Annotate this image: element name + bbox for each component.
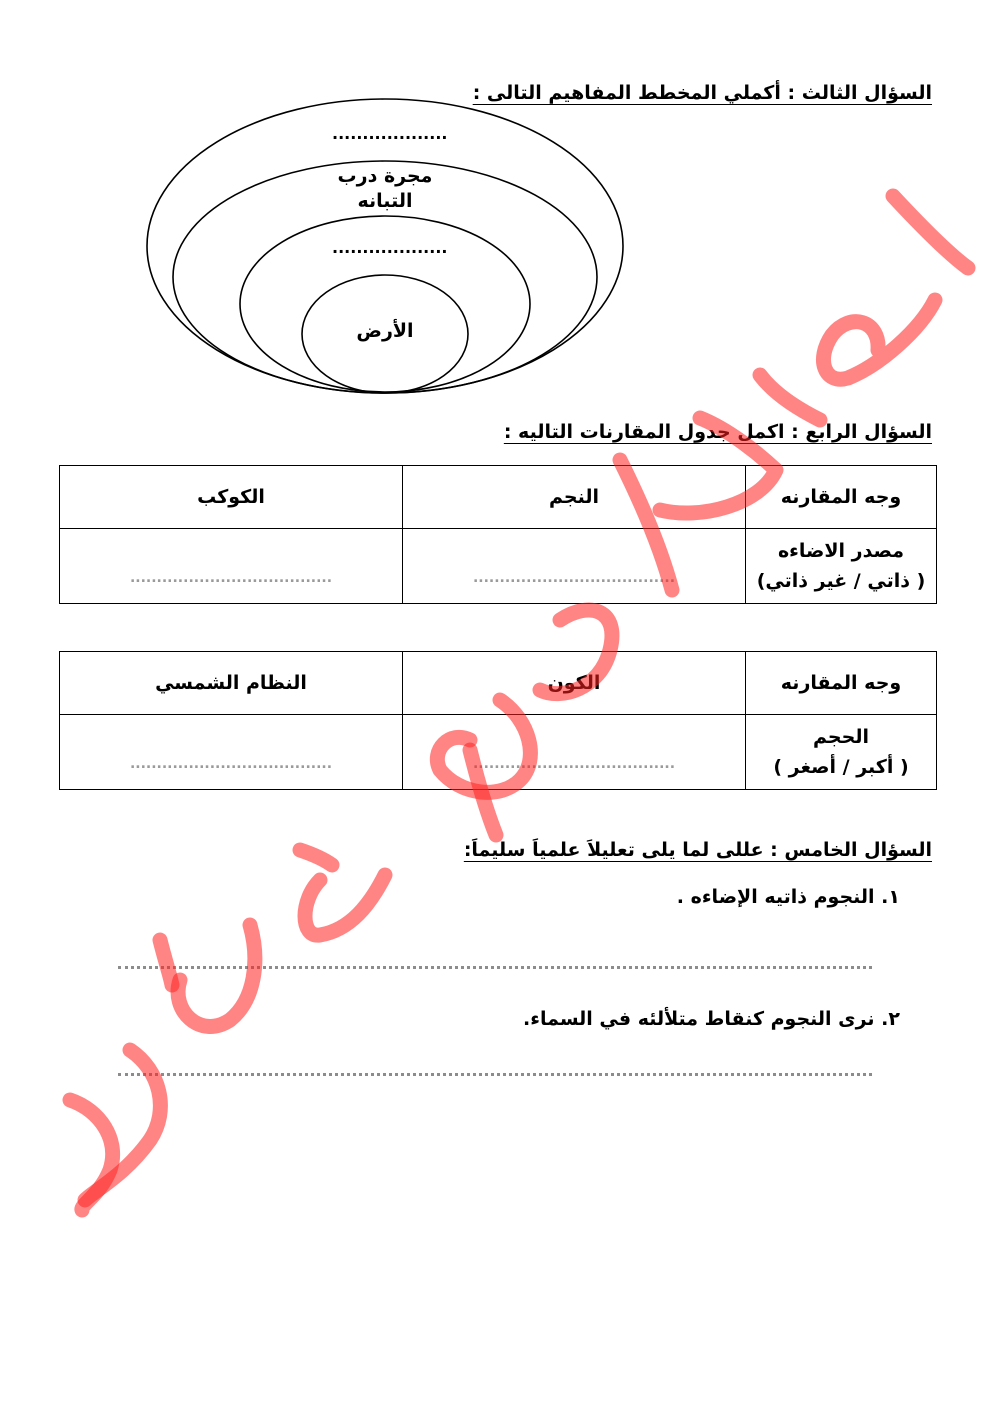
earth-label: الأرض — [356, 320, 414, 342]
outer-blank: ................... — [332, 124, 448, 143]
q3-heading: السؤال الثالث : أكملي المخطط المفاهيم التالى : — [472, 82, 932, 104]
table-row — [60, 466, 937, 529]
row-label-line1: الحجم — [813, 726, 869, 748]
answer-blank: ...................................... — [129, 756, 333, 772]
row-label-line2: ( أكبر / أصغر ) — [773, 756, 909, 778]
galaxy-label-line1: مجرة درب — [337, 165, 433, 187]
table-row — [60, 652, 937, 715]
answer-cell[interactable] — [60, 715, 403, 790]
inner-blank: ................... — [332, 238, 448, 257]
answer-line-2[interactable] — [118, 1073, 872, 1076]
header-cell: النجم — [403, 466, 746, 529]
row-label-line1: مصدر الاضاءه — [777, 540, 905, 562]
q5-item-1: ١. النجوم ذاتيه الإضاءه . — [676, 886, 900, 908]
header-cell: وجه المقارنه — [746, 466, 937, 529]
row-label-line2: ( ذاتي / غير ذاتي) — [756, 570, 926, 592]
header-cell: الكوكب — [60, 466, 403, 529]
answer-cell[interactable] — [403, 715, 746, 790]
comparison-table-2 — [59, 651, 937, 790]
table-row — [60, 715, 937, 790]
concept-diagram — [0, 0, 992, 420]
answer-blank: ...................................... — [472, 756, 676, 772]
galaxy-label-line2: التبانه — [357, 190, 413, 212]
comparison-table-1 — [59, 465, 937, 604]
answer-blank: ...................................... — [129, 570, 333, 586]
answer-cell[interactable] — [60, 529, 403, 604]
row-label-cell — [746, 529, 937, 604]
header-cell: الكون — [403, 652, 746, 715]
header-cell: وجه المقارنه — [746, 652, 937, 715]
row-label-cell — [746, 715, 937, 790]
q5-heading: السؤال الخامس : عللى لما يلى تعليلاَ علمياَ سليماَ: — [463, 839, 932, 861]
header-cell: النظام الشمسي — [60, 652, 403, 715]
answer-blank: ...................................... — [472, 570, 676, 586]
q4-heading: السؤال الرابع : اكمل جدول المقارنات التاليه : — [503, 421, 932, 443]
answer-cell[interactable] — [403, 529, 746, 604]
q5-item-2: ٢. نرى النجوم كنقاط متلألئه في السماء. — [523, 1008, 900, 1030]
table-row — [60, 529, 937, 604]
answer-line-1[interactable] — [118, 966, 872, 969]
